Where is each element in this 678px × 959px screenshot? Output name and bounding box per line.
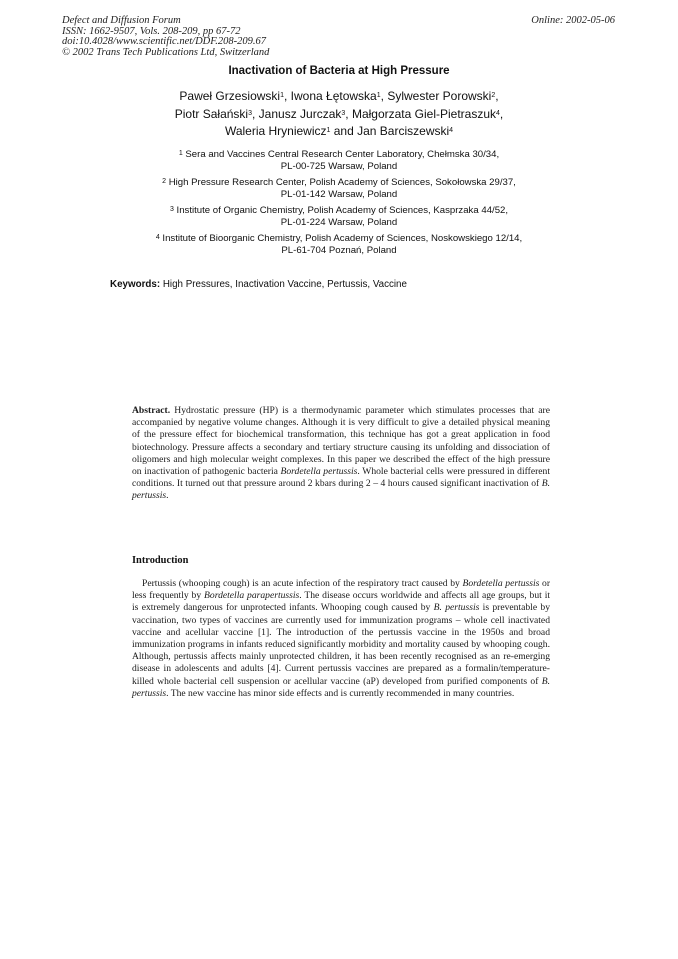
abstract-text: . Whole bacterial cells were pressured in different conditions. It turned out that pressure around 2 kbars during 2 – 4 hours caused significant inactivation of [132, 466, 551, 490]
author-name: Sylwester Porowski [387, 89, 492, 103]
abstract-text: Hydrostatic pressure (HP) is a thermodynamic parameter which stimulates processes that are accompanied by negative volume changes. Although it is very difficult to give a detailed physical meaning of the pressure effect for biochemical transformation, this technique has got a great application in food biotechnology. Pressure affects a secondary and tertiary structure causing its unfolding and dissociation of oligomers and high molecular weight complexes. In this paper we described the effect of the high pressure on inactivation of pathogenic bacteria [132, 405, 551, 478]
author-name: Jan Barciszewski [357, 124, 450, 138]
intro-text: . The disease occurs worldwide and affects all age groups, but it is extremely dangerous for unprotected infants. Whooping cough caused by [132, 590, 551, 614]
author-name: Iwona Łętowska [290, 89, 377, 103]
author-line-1: Paweł Grzesiowski$^1$, Iwona Łętowska$^1$, Sylwester Porowski$^2$, [179, 89, 499, 103]
author-name: Piotr Sałański [174, 106, 249, 121]
affiliation-address: Institute of Bioorganic Chemistry, Polish Academy of Sciences, Noskowskiego 12/14, [162, 233, 523, 244]
author-affiliation-mark: 1 [326, 127, 331, 134]
species-name: Bordetella pertussis [462, 578, 540, 589]
author-affiliation-mark: 1 [280, 92, 284, 99]
affiliation-number: 3 [169, 206, 174, 213]
species-name: B. pertussis [132, 675, 550, 699]
introduction-paragraph [132, 578, 550, 700]
section-heading-introduction: Introduction [132, 555, 189, 566]
paper-title: Inactivation of Bacteria at High Pressure [228, 65, 450, 77]
author-name: Waleria Hryniewicz [224, 124, 327, 138]
online-date: Online: 2002-05-06 [531, 15, 615, 26]
keywords [110, 279, 407, 290]
affiliation-1 [0, 149, 678, 173]
intro-text: is preventable by vaccination, two types of vaccines are currently used for immunization programs – whole cell inactivated vaccine and acellular vaccine [1]. The introduction of the pertussis vaccine in the 1950s and broad immunization programs in infants reduced significantly morbidity and mortality caused by whooping cough. Although, pertussis affects mainly unprotected children, it has been recently recognised as an re-emerging disease in adolescents and adults [4]. Current pertussis vaccines are prepared as a formalin/temperature-killed whole bacterial cell suspension or acellular vaccine (aP) developed from purified components of [132, 602, 551, 687]
affiliation-address: Sera and Vaccines Central Research Center Laboratory, Chełmska 30/34, [185, 149, 500, 160]
keywords-text: High Pressures, Inactivation Vaccine, Pertussis, Vaccine [162, 279, 407, 290]
author-list [0, 88, 678, 141]
intro-text: Pertussis (whooping cough) is an acute infection of the respiratory tract caused by [142, 578, 460, 589]
doi-line: doi:10.4028/www.scientific.net/DDF.208-209.67 [62, 36, 267, 47]
affiliation-3 [0, 205, 678, 229]
affiliation-4 [0, 233, 678, 257]
author-name: Paweł Grzesiowski [179, 89, 281, 103]
issn-line: ISSN: 1662-9507, Vols. 208-209, pp 67-72 [62, 25, 241, 37]
affiliation-address: High Pressure Research Center, Polish Academy of Sciences, Sokołowska 29/37, [168, 177, 516, 188]
species-name: B. pertussis [433, 602, 480, 614]
intro-text: . The new vaccine has minor side effects and is currently recommended in many countries. [166, 687, 515, 699]
author-line-2: Piotr Sałański$^3$, Janusz Jurczak$^3$, Małgorzata Giel-Pietraszuk$^4$, [174, 106, 504, 121]
publication-info [62, 16, 269, 58]
author-name: Małgorzata Giel-Pietraszuk [351, 106, 497, 121]
author-affiliation-mark: 4 [449, 127, 454, 134]
author-affiliation-mark: 4 [496, 109, 500, 117]
species-name: Bordetella pertussis [280, 466, 358, 478]
intro-text: or less frequently by [132, 578, 551, 602]
abstract-text: . [166, 490, 169, 502]
affiliation-city: PL-01-224 Warsaw, Poland [280, 217, 398, 228]
keywords-label: Keywords: [110, 279, 161, 290]
author-affiliation-mark: 3 [341, 109, 346, 117]
affiliation-number: 2 [162, 178, 167, 185]
author-affiliation-mark: 3 [248, 109, 252, 117]
affiliation-city: PL-61-704 Poznań, Poland [281, 245, 397, 256]
author-affiliation-mark: 1 [376, 92, 381, 99]
copyright-line: © 2002 Trans Tech Publications Ltd, Switzerland [62, 46, 270, 58]
affiliation-number: 4 [155, 234, 160, 241]
affiliation-number: 1 [178, 150, 183, 157]
affiliation-2 [0, 177, 678, 201]
journal-name: Defect and Diffusion Forum [62, 15, 181, 26]
affiliation-city: PL-00-725 Warsaw, Poland [280, 161, 398, 172]
abstract-label: Abstract. [132, 405, 171, 416]
affiliation-city: PL-01-142 Warsaw, Poland [280, 189, 398, 200]
author-name: Janusz Jurczak [258, 106, 342, 121]
species-name: Bordetella parapertussis [204, 590, 300, 602]
author-affiliation-mark: 2 [491, 92, 496, 99]
abstract [132, 405, 550, 503]
author-line-3: Waleria Hryniewicz$^1$ and Jan Barciszewski$^4$ [224, 124, 454, 138]
species-name: B. pertussis [132, 478, 550, 502]
affiliation-address: Institute of Organic Chemistry, Polish Academy of Sciences, Kasprzaka 44/52, [176, 205, 509, 216]
